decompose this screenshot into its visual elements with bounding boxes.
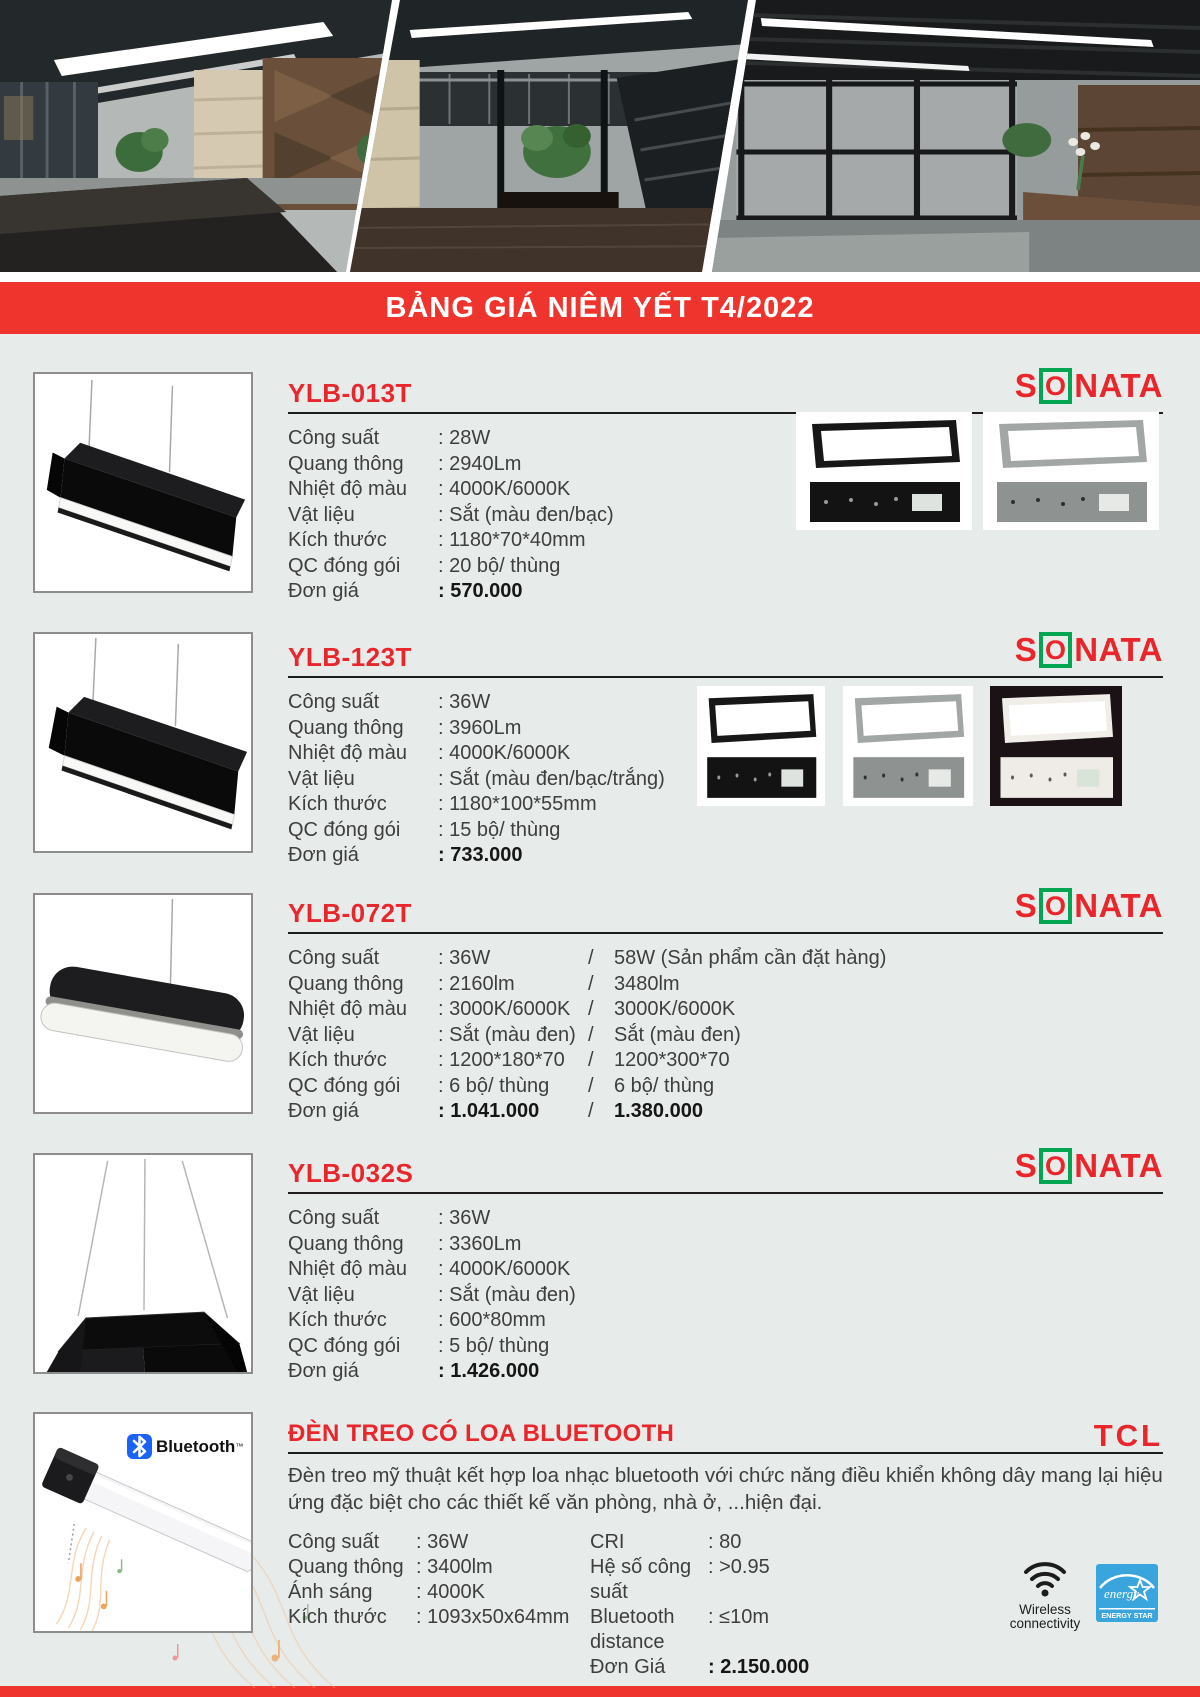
- product-image-ylb-123t: [33, 632, 253, 853]
- spec-label: Quang thông: [288, 452, 404, 475]
- spec-value: : 20 bộ/ thùng: [438, 554, 561, 577]
- spec-value: : 3400lm: [416, 1556, 493, 1578]
- spec-label: Đơn Giá: [590, 1656, 666, 1678]
- spec-label: Đơn giá: [288, 844, 359, 866]
- product-image-ylb-013t: [33, 372, 253, 593]
- energy-script-text: energy: [1104, 1586, 1139, 1601]
- spec-value: : >0.95: [708, 1556, 770, 1578]
- column-separator: /: [588, 972, 594, 995]
- price-value-1: : 1.041.000: [438, 1100, 540, 1122]
- product-code: YLB-013T: [288, 378, 412, 408]
- product-code: YLB-123T: [288, 642, 412, 672]
- sonata-o-mark: O: [1039, 888, 1072, 924]
- spec-value: : 28W: [438, 427, 491, 449]
- spec-label: Nhiệt độ màu: [288, 742, 407, 764]
- divider-rule: [288, 932, 1163, 934]
- spec-label: Công suất: [288, 427, 380, 449]
- spec-value: : 15 bộ/ thùng: [438, 818, 561, 841]
- spec-value-1: : 1200*180*70: [438, 1049, 565, 1071]
- spec-row-price: [288, 843, 1163, 869]
- rounded-pendant-drawing: [35, 895, 251, 1112]
- spec-value-1: : 2160lm: [438, 972, 515, 995]
- sonata-letter-s: S: [1014, 1147, 1038, 1184]
- divider-rule: [288, 1452, 1163, 1454]
- interior-photo-1: [0, 0, 392, 272]
- energy-star-label: ENERGY STAR: [1101, 1611, 1153, 1620]
- hexagon-pendant-drawing: [35, 1155, 251, 1372]
- spec-column-left: [288, 1530, 590, 1680]
- spec-label: CRI: [590, 1531, 625, 1553]
- linear-pendant-drawing: [35, 634, 251, 851]
- wireless-connectivity-block: [1002, 1558, 1088, 1631]
- spec-value: : 4000K/6000K: [438, 742, 571, 764]
- sonata-o-mark: O: [1039, 1148, 1072, 1184]
- spec-label: Kích thước: [288, 793, 387, 815]
- spec-row: [288, 1580, 590, 1605]
- spec-label: Quang thông: [288, 1556, 404, 1578]
- spec-row: [288, 1232, 1163, 1258]
- price-value: : 2.150.000: [708, 1656, 810, 1678]
- interior-photo-3-art: [712, 0, 1200, 272]
- product-image-ylb-072t: [33, 893, 253, 1114]
- column-separator: /: [588, 998, 594, 1020]
- spec-label: Nhiệt độ màu: [288, 998, 407, 1020]
- spec-value: : 36W: [438, 691, 491, 713]
- spec-label: Kích thước: [288, 1309, 387, 1331]
- fixture-thumbnail-art: [983, 412, 1159, 530]
- product-photo-thumbnail-black: [796, 412, 972, 530]
- energy-star-logo: [1096, 1564, 1158, 1622]
- product-code: YLB-072T: [288, 898, 412, 928]
- sonata-letters-nata: NATA: [1074, 631, 1163, 668]
- sonata-o-mark: O: [1039, 368, 1072, 404]
- spec-label: Đơn giá: [288, 1360, 359, 1382]
- spec-label: QC đóng gói: [288, 1334, 401, 1357]
- price-value-2: 1.380.000: [614, 1100, 703, 1122]
- title-banner: [0, 282, 1200, 334]
- spec-list: [288, 946, 1163, 1125]
- sonata-letter-s: S: [1014, 887, 1038, 924]
- spec-row: [288, 1605, 590, 1630]
- spec-value: : 80: [708, 1531, 742, 1553]
- fixture-thumbnail-art: [843, 686, 973, 806]
- spec-value: : Sắt (màu đen): [438, 1283, 576, 1306]
- price-value: : 570.000: [438, 580, 523, 602]
- energy-star-art: [1096, 1564, 1158, 1622]
- spec-row: [288, 1334, 1163, 1360]
- spec-value: : 600*80mm: [438, 1309, 546, 1331]
- spec-label: Công suất: [288, 1531, 380, 1553]
- sonata-logo: [1015, 1148, 1163, 1184]
- spec-value: : ≤10m: [708, 1606, 769, 1628]
- spec-label: Công suất: [288, 691, 380, 713]
- spec-label: Bluetooth distance: [590, 1606, 675, 1653]
- spec-label: Quang thông: [288, 972, 404, 995]
- spec-row-price: [288, 1099, 1163, 1125]
- spec-row: [288, 946, 1163, 972]
- spec-value-2: 1200*300*70: [614, 1049, 730, 1071]
- spec-row: [288, 1308, 1163, 1334]
- spec-row: [288, 1048, 1163, 1074]
- spec-row: [288, 1023, 1163, 1049]
- spec-value: : 1180*70*40mm: [438, 529, 586, 551]
- interior-photo-2: [350, 0, 748, 272]
- column-separator: /: [588, 1049, 594, 1071]
- spec-value-1: : Sắt (màu đen): [438, 1023, 576, 1046]
- spec-label: QC đóng gói: [288, 554, 401, 577]
- spec-row-price: [590, 1655, 1163, 1680]
- spec-label: Vật liệu: [288, 767, 355, 790]
- price-value: : 733.000: [438, 844, 523, 866]
- interior-photo-2-art: [350, 0, 748, 272]
- product-photo-thumbnail-white: [990, 686, 1122, 806]
- interior-photo-3: [712, 0, 1200, 272]
- spec-row: [288, 1074, 1163, 1100]
- product-photo-thumbnail-silver: [983, 412, 1159, 530]
- spec-value-2: 3000K/6000K: [614, 998, 736, 1020]
- bluetooth-product-title: ĐÈN TREO CÓ LOA BLUETOOTH: [288, 1420, 675, 1447]
- sonata-logo: [1015, 888, 1163, 924]
- spec-label: Kích thước: [288, 1606, 387, 1628]
- spec-row: [288, 1206, 1163, 1232]
- product-image-ylb-032s: [33, 1153, 253, 1374]
- spec-label: Nhiệt độ màu: [288, 478, 407, 500]
- spec-label: Đơn giá: [288, 1100, 359, 1122]
- sonata-letters-nata: NATA: [1074, 367, 1163, 404]
- product-photo-thumbnail-silver: [843, 686, 973, 806]
- wireless-label-line1: Wireless: [1019, 1602, 1071, 1617]
- column-separator: /: [588, 1100, 594, 1122]
- spec-value: : 1093x50x64mm: [416, 1606, 570, 1628]
- bluetooth-icon: [127, 1434, 152, 1459]
- spec-value: : 2940Lm: [438, 452, 522, 475]
- spec-label: Kích thước: [288, 529, 387, 551]
- product-description: Đèn treo mỹ thuật kết hợp loa nhạc bluetooth với chức năng điều khiển không dây mang lại hiệu ứng đặc biệt cho các thiết kế văn phòng, nhà ở, ...hiện đại.: [288, 1464, 1163, 1514]
- spec-label: Vật liệu: [288, 1283, 355, 1306]
- spec-label: QC đóng gói: [288, 1074, 401, 1097]
- column-separator: /: [588, 1074, 594, 1097]
- bluetooth-badge: [127, 1434, 243, 1459]
- product-image-bluetooth-lamp: [33, 1412, 253, 1633]
- spec-row: [288, 972, 1163, 998]
- spec-value-2: 3480lm: [614, 972, 680, 995]
- product-photo-thumbnail-black: [697, 686, 825, 806]
- spec-row: [288, 554, 1163, 580]
- spec-label: Hệ số công suất: [590, 1556, 692, 1603]
- spec-value-1: : 6 bộ/ thùng: [438, 1074, 550, 1097]
- spec-row: [288, 1530, 590, 1555]
- sonata-letter-s: S: [1014, 631, 1038, 668]
- spec-value-2: 58W (Sản phẩm cần đặt hàng): [614, 947, 887, 969]
- spec-value: : 3360Lm: [438, 1232, 522, 1255]
- spec-label: Quang thông: [288, 1232, 404, 1255]
- spec-row: [288, 1283, 1163, 1309]
- sonata-letter-s: S: [1014, 367, 1038, 404]
- spec-label: QC đóng gói: [288, 818, 401, 841]
- spec-label: Đơn giá: [288, 580, 359, 602]
- spec-label: Vật liệu: [288, 503, 355, 526]
- spec-list: [288, 1206, 1163, 1385]
- spec-value-1: : 3000K/6000K: [438, 998, 571, 1020]
- spec-row: [288, 997, 1163, 1023]
- product-code: YLB-032S: [288, 1158, 414, 1188]
- spec-value-1: : 36W: [438, 947, 491, 969]
- header-photos: [0, 0, 1200, 272]
- spec-value: : 1180*100*55mm: [438, 793, 597, 815]
- spec-row: [590, 1530, 1163, 1555]
- column-separator: /: [588, 947, 594, 969]
- sonata-letters-nata: NATA: [1074, 1147, 1163, 1184]
- spec-row-price: [288, 579, 1163, 605]
- price-value: : 1.426.000: [438, 1360, 540, 1382]
- trademark-mark: ™: [235, 1442, 244, 1451]
- spec-label: Kích thước: [288, 1049, 387, 1071]
- spec-row: [288, 528, 1163, 554]
- tcl-logo: TCL: [1093, 1418, 1163, 1453]
- interior-photo-1-art: [0, 0, 392, 272]
- spec-row-price: [288, 1359, 1163, 1385]
- wifi-icon: [1022, 1558, 1068, 1598]
- spec-label: Công suất: [288, 1207, 380, 1229]
- spec-value: : 4000K/6000K: [438, 478, 571, 500]
- spec-value-2: Sắt (màu đen): [614, 1023, 741, 1046]
- divider-rule: [288, 676, 1163, 678]
- spec-label: Công suất: [288, 947, 380, 969]
- page-title: BẢNG GIÁ NIÊM YẾT T4/2022: [385, 291, 815, 324]
- spec-value: : 4000K/6000K: [438, 1258, 571, 1280]
- spec-value-2: 6 bộ/ thùng: [614, 1074, 715, 1097]
- spec-value: : 3960Lm: [438, 716, 522, 739]
- spec-row: [288, 818, 1163, 844]
- spec-label: Nhiệt độ màu: [288, 1258, 407, 1280]
- linear-pendant-drawing: [35, 374, 251, 591]
- spec-value: : Sắt (màu đen/bạc/trắng): [438, 767, 665, 790]
- spec-value: : 36W: [438, 1207, 491, 1229]
- spec-value: : 36W: [416, 1531, 469, 1553]
- sonata-o-mark: O: [1039, 632, 1072, 668]
- column-separator: /: [588, 1023, 594, 1046]
- spec-label: Vật liệu: [288, 1023, 355, 1046]
- fixture-thumbnail-art: [796, 412, 972, 530]
- sonata-logo: [1015, 632, 1163, 668]
- spec-value: : 4000K: [416, 1581, 485, 1603]
- fixture-thumbnail-art: [697, 686, 825, 806]
- spec-label: Ánh sáng: [288, 1581, 373, 1603]
- bluetooth-badge-label: Bluetooth: [156, 1436, 236, 1456]
- spec-label: Quang thông: [288, 716, 404, 739]
- sonata-logo: [1015, 368, 1163, 404]
- fixture-thumbnail-art: [990, 686, 1122, 806]
- spec-row: [288, 1257, 1163, 1283]
- spec-row: [288, 1555, 590, 1580]
- sonata-letters-nata: NATA: [1074, 887, 1163, 924]
- wireless-label-line2: connectivity: [1009, 1616, 1081, 1631]
- spec-value: : Sắt (màu đen/bạc): [438, 503, 614, 526]
- spec-value: : 5 bộ/ thùng: [438, 1334, 550, 1357]
- divider-rule: [288, 1192, 1163, 1194]
